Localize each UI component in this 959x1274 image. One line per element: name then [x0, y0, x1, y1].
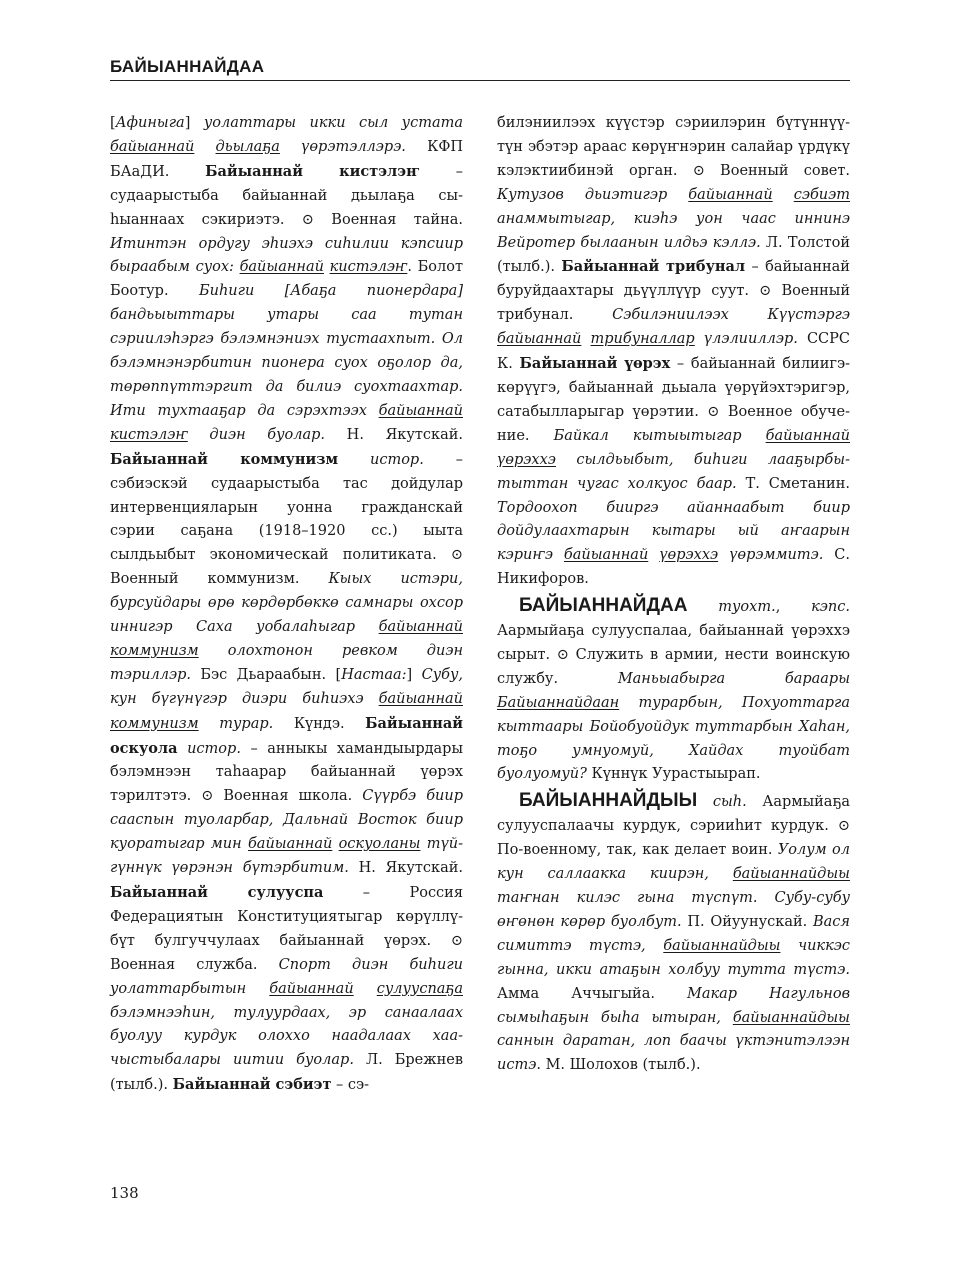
definition-text: – Россия Федерациятын Конституциятыгар көрүллүбүт булгуччулаах байыаннай үөрэх. ⊙ Военная служба.: [110, 885, 463, 973]
definition-text: Т. Сметанин.: [745, 475, 850, 492]
example-text: [773, 187, 794, 203]
example-term: [688, 187, 772, 203]
highlighted-term: байыаннай: [563, 547, 649, 564]
definition-text: С. Никифоров.: [497, 547, 851, 588]
example-text: Настаа:: [341, 666, 407, 683]
example-text: Кутузов дьиэтигэр: [497, 186, 689, 203]
highlighted-term: байыаннай: [378, 402, 463, 419]
left-column: [110, 112, 463, 1098]
example-text: истор.: [369, 451, 424, 468]
example-text: Афиныга: [115, 115, 185, 131]
definition-text: КФП БАаДИ.: [110, 138, 463, 180]
highlighted-term: коммунизм: [110, 642, 199, 659]
example-term: [110, 716, 199, 732]
highlighted-term: байыаннай: [110, 138, 195, 155]
definition-text: Амма Аччыгыйа.: [497, 985, 688, 1002]
highlighted-term: байыаннай: [239, 259, 324, 276]
highlighted-term: байыаннайдыы: [663, 937, 781, 954]
definition-text: ССРС К.: [497, 331, 850, 373]
example-term: [497, 452, 556, 468]
example-text: түйгүннүк үөрэнэн бүтэрбитим.: [110, 836, 463, 877]
highlighted-term: кистэлэҥ: [110, 426, 188, 443]
main-headword: БАЙЫАННАЙДЫЫ: [519, 790, 698, 812]
highlighted-term: байыаннай: [378, 619, 463, 636]
example-term: [766, 428, 850, 444]
definition-text: Н. Якутскай.: [346, 426, 463, 443]
example-text: Маньыабырга бараары: [617, 670, 851, 687]
definition-text: . Болот Боотур.: [110, 259, 463, 300]
example-text: Тордоохоп бииргэ айаннаабыт биир дойдулаахтарын кытары ый аҥаарын кэриҥэ: [497, 499, 850, 564]
entry-headword: Байыаннай оскуола: [110, 714, 463, 757]
highlighted-term: байыаннай: [765, 427, 850, 444]
example-term: [733, 866, 850, 882]
highlighted-term: сэбиэт: [793, 186, 851, 203]
example-text: үлэлииллэр.: [694, 331, 807, 348]
example-text: [648, 547, 659, 563]
definition-text: М. Шолохов (тылб.).: [545, 1057, 701, 1074]
highlighted-term: байыаннай: [247, 836, 333, 853]
definition-text: Аармыйаҕа сулууспалаа, байыаннай үөрэххэ сырыт. ⊙ Служить в армии, нести воинскую службу.: [497, 623, 850, 687]
highlighted-term: байыаннай: [497, 331, 582, 348]
example-text: истор.: [187, 740, 241, 757]
example-term: [497, 695, 619, 711]
entry-paragraph: [497, 594, 850, 787]
entry-headword: Байыаннай коммунизм: [110, 450, 339, 468]
highlighted-term: коммунизм: [110, 715, 199, 732]
definition-text: – байыаннай буруйдаахтары дьүүллүүр суут. ⊙ Военный трибунал.: [497, 259, 850, 324]
example-term: [216, 139, 280, 155]
example-text: Уолум ол кун саллаакка киирэн,: [497, 842, 850, 883]
definition-text: [: [110, 115, 116, 131]
example-term: [240, 259, 324, 275]
example-term: [497, 331, 581, 347]
example-text: үөрэммитэ.: [718, 547, 835, 564]
highlighted-term: Байыаннайдаан: [497, 694, 620, 711]
example-text: Спорт диэн биһиги уолаттарбытын: [110, 956, 463, 997]
example-term: [248, 836, 332, 852]
definition-text: Л. Толстой (тылб.).: [497, 234, 850, 276]
example-term: [110, 643, 199, 659]
entry-headword: Байыаннай сэбиэт: [172, 1076, 332, 1094]
example-term: [379, 619, 463, 635]
example-text: Биһиги [Абаҕа пионердара] бандьыыттары утары саа тутан сэриилэһэргэ бэлэмнэниэх тустаахпыт. Ол бэлэмнэнэрбитин пионера суох оҕолор да, төрөппүттэргит да билиэ суохтаахтар. Ити тухтааҕар да сэрэхтээх: [110, 283, 463, 419]
example-text: сыһ.: [712, 794, 747, 811]
example-text: анаммытыгар, киэһэ уон чаас иннинэ Вейротер былаанын илдьэ кэллэ.: [497, 210, 850, 251]
highlighted-term: байыаннай: [688, 186, 773, 203]
example-term: [663, 938, 780, 954]
entry-headword: Байыаннай трибунал: [561, 258, 746, 276]
definition-text: П. Ойуунускай.: [687, 913, 813, 930]
highlighted-term: байыаннайдыы: [732, 866, 850, 883]
example-text: Кыых истэри, бурсуйдары өрө көрдөрбөккө самнары охсор иннигэр Саха уобалаһыгар: [110, 571, 463, 636]
definition-text: – байыаннай билиигэ-көрүүгэ, байыаннай дьыала үөрүйэхтэригэр, сатабылларыгар үөрэтии. ⊙ Военное обучение.: [497, 356, 850, 444]
highlighted-term: үөрэххэ: [659, 547, 719, 564]
example-term: [379, 403, 463, 419]
example-term: [339, 836, 421, 852]
definition-text: Күндэ.: [293, 715, 366, 732]
example-text: турарбын, Похуоттарга кыттаары Бойобуойдук туттарбын Хаһан, тоҕо умнуомуй, Хайдах туойбат буолуомуй?: [497, 694, 850, 783]
example-text: үөрэтэллэрэ.: [279, 138, 428, 155]
page-number: 138: [110, 1184, 139, 1202]
example-text: Вася симиттэ түстэ,: [497, 913, 850, 954]
left-paragraph: [110, 112, 463, 1098]
definition-text: билэниилээх күүстэр сэриилэрин бүтүннүүтүн эбэтэр араас көрүҥнэрин салайар үрдүкү кэлэктиибинэй орган. ⊙ Военный совет.: [497, 115, 850, 179]
definition-text: ,: [775, 599, 812, 616]
example-text: турар.: [198, 715, 294, 732]
definition-text: – судаарыстыба байыаннай дьылаҕа сыһыаннаах сэкириэтэ. ⊙ Военная тайна.: [110, 163, 463, 228]
example-text: таҥнан килэс гына түспүт. Субу-субу өҥөнөн көрөр буолбут.: [497, 890, 850, 930]
example-text: Сэбилэниилээх Күүстэргэ: [612, 307, 850, 324]
example-text: сылдьыбыт, биһиги лааҕырбытыттан чугас холкуос баар.: [497, 451, 850, 492]
running-head: БАЙЫАННАЙДАА: [110, 57, 265, 76]
definition-text: [178, 741, 188, 757]
definition-text: Л. Брежнев (тылб.).: [110, 1052, 463, 1094]
highlighted-term: байыаннай: [378, 690, 463, 707]
definition-text: Күннүк Уурастыырап.: [591, 766, 761, 783]
example-term: [379, 691, 463, 707]
example-term: [110, 139, 194, 155]
entry-headword: Байыаннай сулууспа: [110, 884, 324, 901]
highlighted-term: дьылаҕа: [215, 138, 280, 155]
definition-text: [697, 794, 713, 810]
definition-text: – анныкы хамандыырдары бэлэмнээн таһаарар байыаннай үөрэх тэрилтэтэ. ⊙ Военная школа.: [110, 740, 464, 805]
highlighted-term: байыаннайдыы: [732, 1009, 850, 1026]
continued-paragraph: [497, 112, 850, 592]
example-text: [354, 981, 377, 997]
header-rule: [110, 80, 850, 81]
example-term: [110, 427, 188, 443]
definition-text: ]: [406, 666, 422, 683]
example-text: чиккэс гынна, икки атаҕын холбуу тутта түстэ.: [497, 937, 850, 978]
example-term: [330, 259, 408, 275]
example-term: [733, 1010, 850, 1026]
example-text: бэлэмнээһин, тулуурдаах, эр санаалаах буолуу курдук олоххо наадалаах хаачыстыбалары иитии буолар.: [110, 1004, 463, 1069]
example-text: диэн буолар.: [187, 426, 347, 443]
highlighted-term: үөрэххэ: [497, 451, 556, 468]
highlighted-term: сулууспаҕа: [376, 980, 463, 997]
example-term: [564, 547, 648, 563]
example-term: [590, 331, 694, 347]
definition-text: Аармыйаҕа сулууспалаачы курдук, сэрииһит курдук. ⊙ По-военному, так, как делает воин.: [497, 794, 850, 859]
definition-text: Бэс Дьараабын. [: [200, 666, 342, 683]
entry-headword: Байыаннай кистэлэҥ: [205, 162, 420, 180]
definition-text: [338, 452, 370, 468]
right-column: [497, 112, 850, 1078]
definition-text: [687, 599, 718, 615]
example-term: [377, 981, 463, 997]
entry-paragraph: [497, 789, 850, 1078]
example-text: туохт.: [718, 599, 776, 616]
example-text: Макар Нагульнов сымыһаҕын быһа ытыран,: [497, 985, 851, 1026]
definition-text: Н. Якутскай.: [358, 860, 463, 877]
example-term: [794, 187, 850, 203]
highlighted-term: кистэлэҥ: [329, 259, 408, 276]
example-term: [269, 981, 353, 997]
definition-text: – сэбиэскэй судаарыстыба тас дойдулар интервенцияларын уонна гражданскай сэрии саҕана (1918–1920 сс.) ыыта сылдьыбыт экономическай политиката. ⊙ Военный коммунизм.: [110, 451, 464, 588]
example-text: кэпс.: [811, 599, 850, 616]
example-text: олохтонон ревком диэн тэриллэр.: [110, 642, 463, 683]
example-text: Сүүрбэ биир сааспын туоларбар, Дальнай Восток биир куоратыгар мин: [110, 788, 463, 853]
highlighted-term: оскуоланы: [338, 836, 421, 853]
highlighted-term: байыаннай: [269, 980, 354, 997]
definition-text: ]: [184, 115, 204, 131]
example-text: Итинтэн ордугу эһиэхэ сиһилии кэпсиир быраабым суох:: [110, 235, 463, 276]
example-term: [659, 547, 718, 563]
highlighted-term: трибуналлар: [590, 331, 695, 348]
example-text: [194, 139, 215, 155]
example-text: уолаттары икки сыл устата: [203, 115, 463, 131]
main-headword: БАЙЫАННАЙДАА: [519, 595, 688, 617]
example-text: Байкал кытыытыгар: [553, 427, 766, 444]
definition-text: – сэ-: [331, 1077, 370, 1094]
example-text: саннын даратан, лоп баачы үктэнитэлээн истэ.: [497, 1033, 850, 1074]
entry-headword: Байыаннай үөрэх: [519, 355, 671, 373]
example-text: Субу, кун бүгүнүгэр диэри биһиэхэ: [110, 666, 463, 707]
